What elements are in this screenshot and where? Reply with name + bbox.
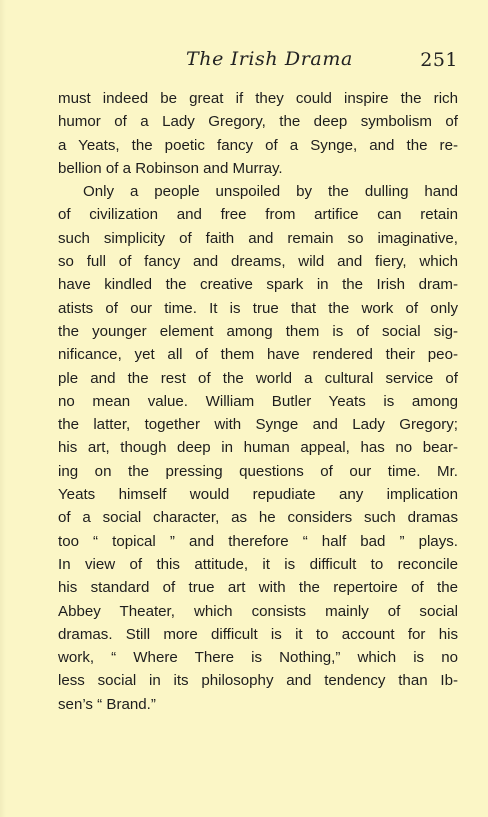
text-line: the latter, together with Synge and Lady Gregory; — [58, 416, 458, 434]
text-line: have kindled the creative spark in the Irish dram- — [58, 276, 458, 294]
text-line: dramas. Still more difficult is it to account for his — [58, 625, 458, 643]
text-line: Abbey Theater, which consists mainly of social — [58, 602, 458, 620]
text-line: so full of fancy and dreams, wild and fiery, which — [58, 253, 458, 271]
text-line: must indeed be great if they could inspire the rich — [58, 90, 458, 107]
running-title: The Irish Drama — [186, 48, 353, 70]
text-line: sen’s “ Brand.” — [58, 695, 156, 713]
page-header — [58, 48, 458, 74]
text-line: atists of our time. It is true that the work of only — [58, 299, 458, 317]
page-number: 251 — [420, 49, 458, 71]
text-line: his art, though deep in human appeal, has no bear- — [58, 439, 458, 457]
text-line: such simplicity of faith and remain so imaginative, — [58, 229, 458, 247]
text-line: ple and the rest of the world a cultural service of — [58, 369, 458, 387]
text-line: of a social character, as he considers such dramas — [58, 509, 458, 527]
text-line: work, “ Where There is Nothing,” which is no — [58, 649, 458, 667]
text-line: the younger element among them is of social sig- — [58, 322, 458, 340]
text-line: Yeats himself would repudiate any implication — [58, 486, 458, 504]
page-gutter-shadow — [0, 0, 6, 817]
body-text — [58, 87, 458, 716]
text-line: bellion of a Robinson and Murray. — [58, 159, 283, 177]
text-line: no mean value. William Butler Yeats is among — [58, 392, 458, 410]
text-line: of civilization and free from artifice can retain — [58, 206, 458, 224]
text-line: nificance, yet all of them have rendered their peo- — [58, 346, 458, 364]
text-line: In view of this attitude, it is difficult to reconcile — [58, 555, 458, 573]
text-line: humor of a Lady Gregory, the deep symbolism of — [58, 113, 458, 131]
text-line: less social in its philosophy and tendency than Ib- — [58, 672, 458, 690]
text-line: Only a people unspoiled by the dulling hand — [83, 183, 458, 201]
text-line: his standard of true art with the repertoire of the — [58, 579, 458, 597]
text-line: too “ topical ” and therefore “ half bad ” plays. — [58, 532, 458, 550]
text-line: a Yeats, the poetic fancy of a Synge, and the re- — [58, 136, 458, 154]
text-line: ing on the pressing questions of our time. Mr. — [58, 462, 458, 480]
